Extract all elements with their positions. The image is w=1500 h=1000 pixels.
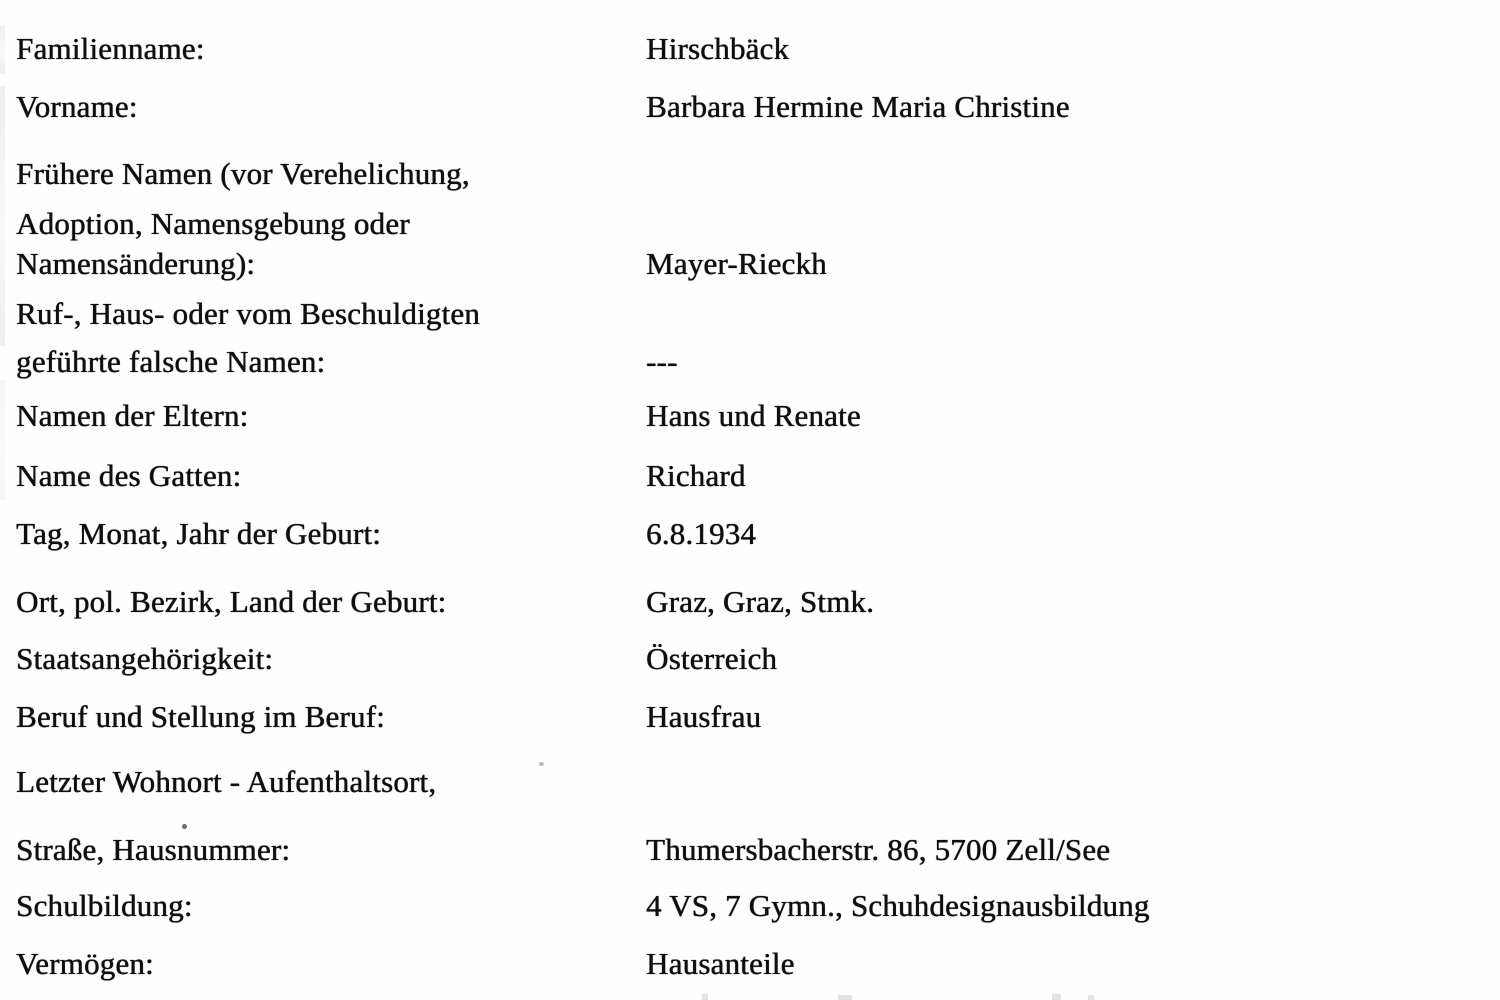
- field-value: 4 VS, 7 Gymn., Schuhdesignausbildung: [646, 888, 1150, 923]
- field-label: Letzter Wohnort - Aufenthaltsort,: [16, 764, 437, 799]
- form-line: [16, 154, 1500, 196]
- cutoff-text-fragment: [1052, 994, 1061, 1000]
- form-line: [16, 29, 1500, 71]
- form-line: [16, 944, 1500, 986]
- scan-edge-artifact: [0, 26, 5, 74]
- form-line: [16, 456, 1500, 498]
- field-label: Tag, Monat, Jahr der Geburt:: [16, 516, 381, 551]
- scan-edge-artifact: [0, 380, 5, 500]
- field-value: Richard: [646, 458, 746, 493]
- field-label: Staatsangehörigkeit:: [16, 641, 274, 676]
- field-value: Hans und Renate: [646, 398, 861, 433]
- field-value: ---: [646, 344, 678, 379]
- field-label: Straße, Hausnummer:: [16, 832, 291, 867]
- form-line: [16, 762, 1500, 804]
- form-line: [16, 294, 1500, 336]
- field-label: Namensänderung):: [16, 246, 256, 281]
- field-label: Ruf-, Haus- oder vom Beschuldigten: [16, 296, 480, 331]
- field-label: Familienname:: [16, 31, 205, 66]
- cutoff-text-fragment: [838, 995, 852, 1000]
- field-label: Vorname:: [16, 89, 138, 124]
- field-value: Österreich: [646, 641, 778, 676]
- form-line: [16, 830, 1500, 872]
- form-line: [16, 204, 1500, 246]
- field-value: Hirschbäck: [646, 31, 790, 66]
- cutoff-text-fragment: [1088, 995, 1094, 1000]
- form-line: [16, 244, 1500, 286]
- cutoff-text-fragment: [702, 994, 708, 1000]
- scan-edge-artifact: [0, 86, 5, 346]
- field-value: Hausfrau: [646, 699, 762, 734]
- field-value: Hausanteile: [646, 946, 795, 981]
- form-line: [16, 514, 1500, 556]
- field-label: Ort, pol. Bezirk, Land der Geburt:: [16, 584, 447, 619]
- field-label: Adoption, Namensgebung oder: [16, 206, 410, 241]
- form-line: [16, 582, 1500, 624]
- field-value: Barbara Hermine Maria Christine: [646, 89, 1070, 124]
- field-label: geführte falsche Namen:: [16, 344, 326, 379]
- scan-speck: [539, 762, 544, 766]
- form-line: [16, 396, 1500, 438]
- form-line: [16, 639, 1500, 681]
- form-line: [16, 697, 1500, 739]
- field-value: Graz, Graz, Stmk.: [646, 584, 875, 619]
- field-value: Mayer-Rieckh: [646, 246, 827, 281]
- field-value: Thumersbacherstr. 86, 5700 Zell/See: [646, 832, 1111, 867]
- form-line: [16, 342, 1500, 384]
- field-label: Schulbildung:: [16, 888, 193, 923]
- scan-speck: [182, 824, 187, 829]
- field-label: Vermögen:: [16, 946, 154, 981]
- field-label: Beruf und Stellung im Beruf:: [16, 699, 385, 734]
- form-line: [16, 87, 1500, 129]
- field-label: Frühere Namen (vor Verehelichung,: [16, 156, 470, 191]
- field-label: Name des Gatten:: [16, 458, 242, 493]
- field-label: Namen der Eltern:: [16, 398, 249, 433]
- field-value: 6.8.1934: [646, 516, 757, 551]
- form-line: [16, 886, 1500, 928]
